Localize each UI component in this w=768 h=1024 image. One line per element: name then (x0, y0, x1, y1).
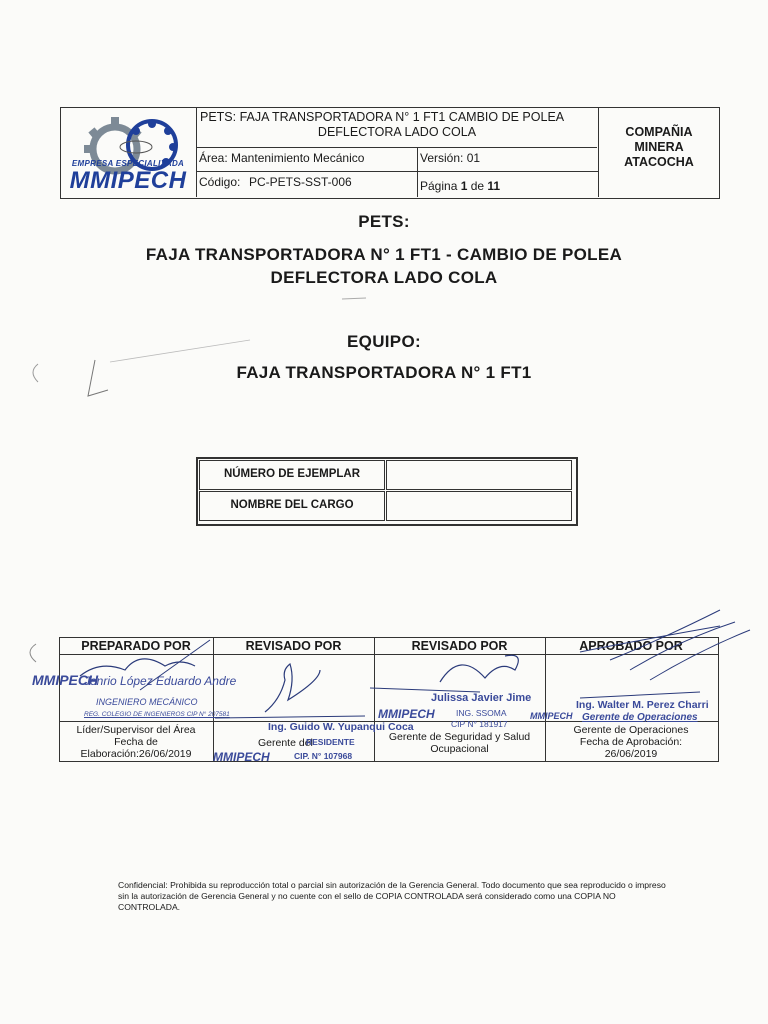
copy-number-label: NÚMERO DE EJEMPLAR (223, 468, 361, 480)
reviewed-by-header-2: REVISADO POR (411, 639, 508, 653)
preparer-date: Elaboración:26/06/2019 (80, 748, 192, 760)
handwritten-signatures (20, 600, 760, 770)
company-line2: MINERA (634, 140, 684, 154)
stray-pen-marks (20, 340, 260, 410)
page-of: de (467, 179, 488, 193)
company-line1: COMPAÑIA (625, 125, 693, 139)
position-value-cell (386, 491, 572, 521)
page-total: 11 (487, 179, 501, 193)
header-title (197, 107, 597, 148)
pets-heading: PETS: (358, 212, 410, 231)
main-title-line2: DEFLECTORA LADO COLA (270, 268, 498, 287)
reviewer1-stamp-role: RESIDENTE (306, 737, 355, 747)
stamp-logo-4: MMIPECH (530, 711, 573, 721)
reviewed-by-header-1: REVISADO POR (245, 639, 342, 653)
reviewer1-role-label: Gerente del (258, 737, 313, 749)
equipo-value: FAJA TRANSPORTADORA N° 1 FT1 (236, 363, 532, 382)
main-title-line1: FAJA TRANSPORTADORA N° 1 FT1 - CAMBIO DE POLEA (145, 245, 623, 264)
prepared-by-header: PREPARADO POR (81, 639, 191, 653)
approved-by-header: APROBADO POR (579, 639, 683, 653)
copy-number-value-cell (386, 460, 572, 490)
page-number: 1 (460, 179, 468, 193)
confidentiality-notice: Confidencial: Prohibida su reproducción total o parcial sin autorización de la Gerencia General. Todo documento que sea reproducido o impreso sin la autorización de Gerencia General y no cuente con el sello de COPIA CONTROLADA será considerado como una COPIA NO CONTROLADA. (118, 880, 666, 912)
preparer-date-label: Fecha de (114, 736, 158, 748)
reviewer2-role-line1: Gerente de Seguridad y Salud (388, 731, 531, 743)
reviewer2-stamp-cip: CIP N° 181917 (451, 719, 508, 729)
stray-dash (340, 295, 370, 303)
preparer-stamp-registration: REG. COLEGIO DE INGENIEROS CIP N° 207581 (84, 711, 230, 718)
approver-stamp-name: Ing. Walter M. Perez Charri (576, 699, 709, 711)
reviewer1-stamp-cip: CIP. N° 107968 (294, 751, 353, 761)
header-divider-vertical (417, 147, 418, 197)
equipo-heading: EQUIPO: (347, 332, 421, 351)
reviewer2-stamp-name: Julissa Javier Jime (431, 692, 532, 704)
logo-wordmark: MMIPECH (69, 167, 187, 194)
stamp-logo-2: MMIPECH (213, 750, 270, 764)
approver-role: Gerente de Operaciones (573, 724, 689, 736)
page-prefix: Página (420, 179, 461, 193)
header-area: Área: Mantenimiento Mecánico (199, 151, 365, 165)
preparer-stamp-title: INGENIERO MECÁNICO (96, 697, 198, 707)
preparer-role: Líder/Supervisor del Área (76, 724, 196, 736)
approver-date: 26/06/2019 (604, 748, 658, 760)
header-divider (197, 171, 598, 172)
header-code-label: Código: (199, 175, 241, 189)
header-title-line1: PETS: FAJA TRANSPORTADORA N° 1 FT1 CAMBIO DE POLEA (200, 110, 565, 124)
header-code: PC-PETS-SST-006 (249, 175, 352, 189)
approver-date-label: Fecha de Aprobación: (579, 736, 683, 748)
company-logo (60, 107, 197, 197)
header-page (420, 178, 500, 194)
stamp-logo-3: MMIPECH (378, 707, 435, 721)
logo-tagline: EMPRESA ESPECIALIZADA (71, 159, 185, 168)
stamp-logo-1: MMIPECH (32, 672, 99, 688)
company-line3: ATACOCHA (624, 155, 694, 169)
position-label: NOMBRE DEL CARGO (230, 499, 354, 511)
preparer-stamp-name: Jenrio López Eduardo Andre (84, 674, 237, 688)
reviewer1-stamp-name: Ing. Guido W. Yupanqui Coca (268, 721, 414, 733)
reviewer2-stamp-role: ING. SSOMA (456, 708, 507, 718)
reviewer2-role-line2: Ocupacional (430, 743, 489, 755)
header-title-line2: DEFLECTORA LADO COLA (317, 125, 477, 139)
company-name (598, 107, 719, 197)
header-version: Versión: 01 (420, 151, 481, 165)
approver-stamp-role: Gerente de Operaciones (582, 712, 698, 723)
